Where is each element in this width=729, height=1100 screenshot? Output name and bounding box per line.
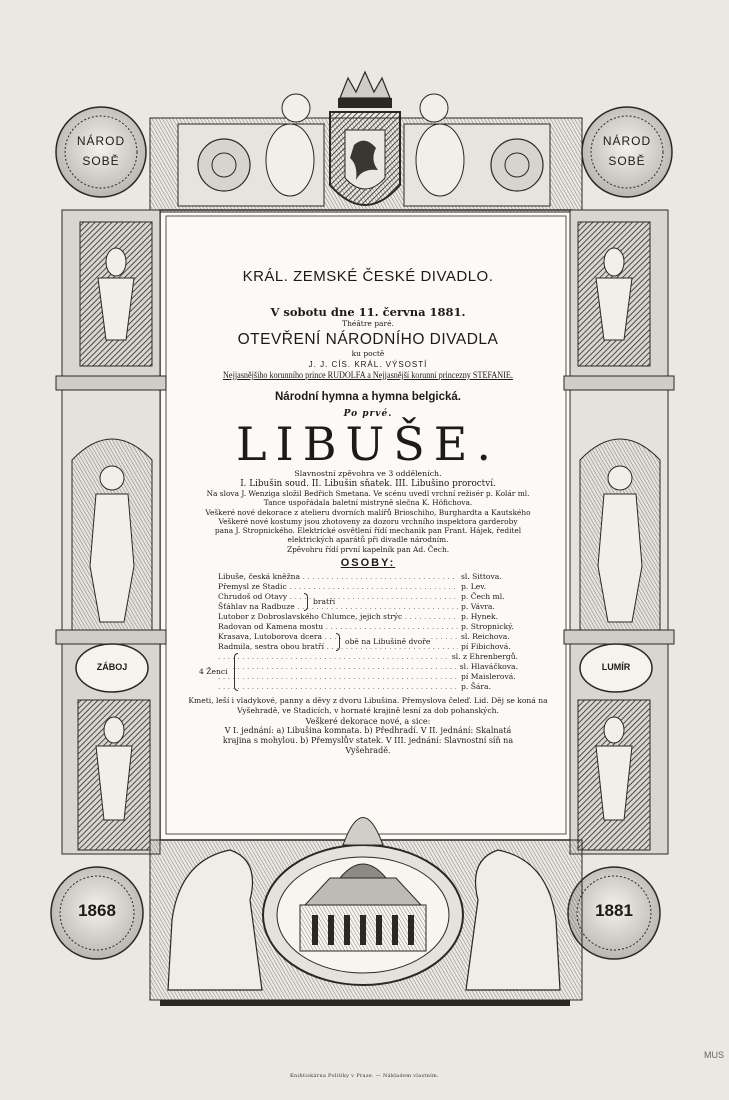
scene-line-2: krajina s mohylou. b) Přemyslův statek. V III. jednání: Slavnostní síň na — [222, 736, 514, 746]
seal-right-year: 1881 — [595, 901, 633, 920]
performance-date: V sobotu dne 11. června 1881. — [270, 305, 466, 319]
library-stamp: MUS — [704, 1050, 724, 1060]
cast-role: Krasava, Lutoborova dcera . . . — [218, 632, 458, 642]
cast-row — [218, 672, 518, 682]
cast-actor: p. Hynek. — [458, 612, 518, 622]
playbill-text — [172, 222, 564, 822]
brace-note-court: obě na Libušině dvoře — [345, 637, 431, 647]
cast-actor: p. Čech ml. — [458, 592, 518, 602]
brace-note-women: 4 Ženci — [199, 667, 228, 677]
cast-actor: pí Maislerová. — [458, 672, 518, 682]
brace-note-brothers: bratří — [313, 597, 336, 607]
credit-line-6: elektrických aparátů při divadle národním. — [287, 535, 449, 545]
theatre-name: KRÁL. ZEMSKÉ ČESKÉ DIVADLO. — [242, 268, 494, 285]
brace-brothers — [304, 593, 308, 611]
brace-court — [336, 633, 340, 651]
cast-row — [218, 612, 518, 622]
cast-role — [218, 652, 449, 662]
seal-right-top-motto: NÁROD SOBĚ — [602, 134, 652, 168]
printer-imprint: Knihtiskárna Politiky v Praze. — Nákladem vlastním. — [290, 1073, 439, 1079]
cast-actor: sl. Hlaváčkova. — [457, 662, 518, 672]
cast-row — [218, 622, 518, 632]
majesty-line: J. J. CÍS. KRÁL. VÝSOSTÍ — [308, 360, 428, 369]
seal-left-year: 1868 — [78, 901, 116, 920]
left-column — [56, 210, 166, 854]
anthem-line: Národní hymna a hymna belgická. — [275, 391, 461, 403]
cast-row — [218, 592, 518, 602]
scene-line-3: Vyšehradě. — [345, 746, 391, 756]
bottom-ornament — [150, 818, 582, 1007]
brace-women — [234, 653, 238, 691]
credit-line-1: Na slova J. Wenziga složil Bedřich Smetana. Ve scénu uvedl vrchní režisér p. Kolár ml. — [206, 489, 530, 498]
credit-line-2: Tance uspořádala baletní mistryně slečna K. Höfichova. — [263, 498, 473, 508]
cast-actor: sl. Reichova. — [458, 632, 518, 642]
cast-role: Radovan od Kamena mostu . . . — [218, 622, 458, 632]
cast-row — [218, 602, 518, 612]
cast-heading: OSOBY: — [340, 557, 396, 570]
cast-role: Lutobor z Dobroslavského Chlumce, jejich strýc . . . — [218, 612, 458, 622]
cast-role — [218, 672, 458, 682]
cast-role — [218, 662, 457, 672]
cast-actor: p. Šára. — [458, 682, 518, 692]
cast-role: Chrudoš od Otavy . . . — [218, 592, 458, 602]
cast-role: Libuše, česká kněžna . . . — [218, 572, 458, 582]
cast-row — [218, 682, 518, 692]
seal-left-top-motto: NÁROD SOBĚ — [76, 134, 126, 168]
opening-heading: OTEVŘENÍ NÁRODNÍHO DIVADLA — [237, 331, 499, 348]
cast-actor: p. Vávra. — [458, 602, 518, 612]
cast-row — [218, 652, 518, 662]
opera-title: LIBUŠE. — [235, 417, 500, 471]
cast-actor: p. Stropnický. — [458, 622, 518, 632]
prince-line: Nejjasnějšího korunního prince RUDOLFA a Nejjasnější korunní princezny STEFANIE. — [223, 371, 513, 381]
cast-list — [199, 572, 518, 692]
opera-subtitle: Slavnostní zpěvohra ve 3 odděleních. — [294, 469, 442, 478]
cast-role: Šťáhlav na Radbuze . . . — [218, 602, 458, 612]
right-column — [564, 210, 674, 854]
cast-actor: sl. Sittova. — [458, 572, 518, 582]
credit-line-4: Veškeré nové kostumy jsou zhotoveny za dozoru vrchního inspektora garderoby — [218, 516, 518, 526]
cast-actor: sl. z Ehrenbergů. — [449, 652, 518, 662]
cast-role — [218, 682, 458, 692]
theatre-pare: Théâtre paré. — [342, 319, 394, 328]
honor-prefix: ku poctě — [351, 349, 385, 358]
credit-line-7: Zpěvohru řídí první kapelník pan Ad. Čech. — [286, 544, 450, 554]
first-performance: Po prvé. — [343, 409, 393, 419]
cast-row — [218, 572, 518, 582]
cast-role: Přemysl ze Stadic . . . — [218, 582, 458, 592]
cast-row — [218, 582, 518, 592]
top-ornament — [150, 72, 582, 212]
cast-actor: pí Fibichová. — [458, 642, 518, 652]
credit-line-5: pana J. Stropnického. Elektrické osvětlení řídí mechanik pan Frant. Hájek, ředitel — [214, 526, 522, 536]
cast-role: Radmila, sestra obou bratří . . . — [218, 642, 458, 652]
opera-acts: I. Libušin soud. II. Libušin sňatek. III. Libušino proroctví. — [240, 479, 496, 489]
plaque-lumir: LUMÍR — [601, 662, 631, 672]
scene-line-1: V I. jednání: a) Libušina komnata. b) Předhradí. V II. jednání: Skalnatá — [224, 726, 512, 736]
cast-actor: p. Lev. — [458, 582, 518, 592]
plaque-zaboj: ZÁBOJ — [96, 662, 128, 672]
extras-note: Kmeti, leší i vladykové, panny a děvy z dvoru Libušina. Přemyslova čeleď. Lid. Děj se koná na Vyšehradě, ve Stadicích, v hornaté krajině lesní za dob pohanských. — [188, 696, 548, 716]
decor-note: Veškeré dekorace nové, a sice: — [305, 717, 431, 727]
credit-line-3: Veškeré nové dekorace z atelieru dvorních malířů Brioschiho, Burghardta a Kautského — [205, 507, 531, 517]
cast-row — [218, 662, 518, 672]
